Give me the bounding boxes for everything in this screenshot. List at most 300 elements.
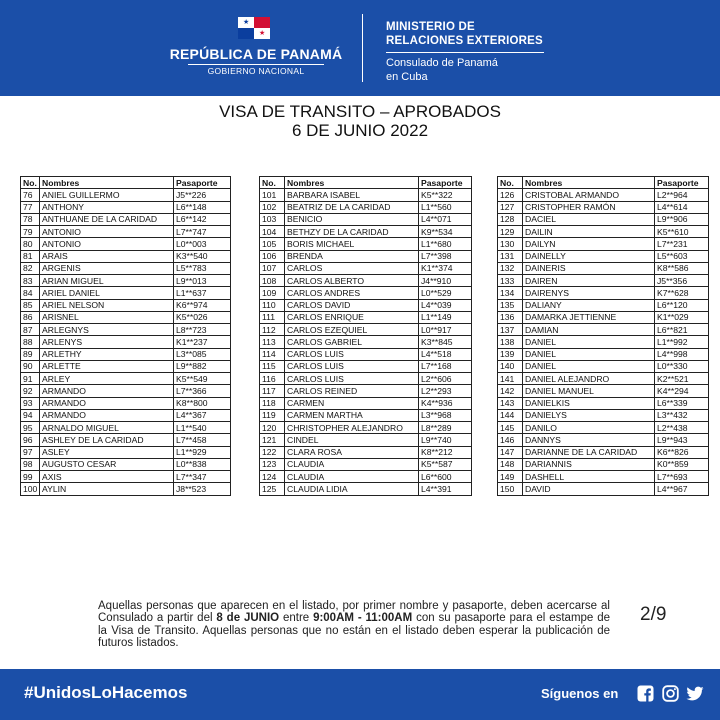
cell-passport: K6**826 [655,446,709,458]
cell-name: DAMIAN [523,324,655,336]
table-row [21,458,231,470]
table-row [21,422,231,434]
cell-no: 126 [498,189,523,201]
cell-no: 89 [21,348,40,360]
header-names: Nombres [40,177,174,189]
table-row [498,226,709,238]
cell-no: 145 [498,422,523,434]
cell-passport: L9**943 [655,434,709,446]
cell-no: 138 [498,336,523,348]
cell-passport: L7**747 [174,226,231,238]
cell-passport: K4**294 [655,385,709,397]
cell-passport: K3**845 [419,336,472,348]
table-row [260,238,472,250]
cell-no: 142 [498,385,523,397]
cell-passport: K4**936 [419,397,472,409]
cell-passport: L3**968 [419,409,472,421]
instructions-note [98,600,610,650]
cell-passport: L4**039 [419,299,472,311]
cell-name: BETHZY DE LA CARIDAD [285,226,419,238]
cell-passport: L4**967 [655,483,709,495]
table-row [21,324,231,336]
table-row [498,299,709,311]
table-row [21,336,231,348]
cell-name: CARLOS LUIS [285,373,419,385]
table-row [498,373,709,385]
table-row [260,275,472,287]
cell-passport: K0**859 [655,458,709,470]
cell-name: DAINERIS [523,262,655,274]
table-row [498,422,709,434]
table-row [498,360,709,372]
cell-name: DANIEL [523,336,655,348]
cell-passport: L4**998 [655,348,709,360]
cell-name: DANIELYS [523,409,655,421]
table-row [498,213,709,225]
cell-passport: L7**693 [655,471,709,483]
cell-name: AYLIN [40,483,174,495]
consulate-line2: en Cuba [386,71,428,83]
page-indicator: 2/9 [640,604,667,625]
cell-no: 79 [21,226,40,238]
note-text-1: Aquellas personas que aparecen en el listado, por primer nombre y pasaporte, deben acercarse al Consulado a partir del [98,600,610,625]
cell-name: ARLEGNYS [40,324,174,336]
cell-no: 100 [21,483,40,495]
cell-name: ARGENIS [40,262,174,274]
table-row [21,287,231,299]
cell-name: ARAIS [40,250,174,262]
ministry-divider [386,52,544,53]
cell-no: 94 [21,409,40,421]
cell-no: 115 [260,360,285,372]
table-row [498,250,709,262]
note-text-2: entre [279,612,314,625]
table-row [260,446,472,458]
cell-name: CRISTOPHER RAMÓN [523,201,655,213]
government-label: GOBIERNO NACIONAL [207,66,305,76]
cell-passport: J5**356 [655,275,709,287]
cell-no: 150 [498,483,523,495]
table-row [21,446,231,458]
follow-label: Síguenos en [541,686,619,701]
government-divider [188,64,324,65]
cell-name: BRENDA [285,250,419,262]
cell-passport: K1**237 [174,336,231,348]
table-row [498,458,709,470]
cell-no: 92 [21,385,40,397]
cell-no: 87 [21,324,40,336]
cell-passport: L3**085 [174,348,231,360]
table-header-row [260,177,472,189]
cell-name: CARLOS ENRIQUE [285,311,419,323]
table-row [498,287,709,299]
table-row [498,189,709,201]
cell-no: 135 [498,299,523,311]
cell-no: 93 [21,397,40,409]
cell-name: CARLOS GABRIEL [285,336,419,348]
note-text-3: con su pasaporte para el estampe de la Visa de Transito. Aquellas personas que no están en el listado deben esperar la publicación de futuros listados. [98,612,610,650]
table-row [498,446,709,458]
cell-no: 97 [21,446,40,458]
cell-name: ARIEL NELSON [40,299,174,311]
cell-no: 129 [498,226,523,238]
table-row [21,299,231,311]
cell-name: ARIAN MIGUEL [40,275,174,287]
header-no: No. [498,177,523,189]
cell-name: AUGUSTO CESAR [40,458,174,470]
instagram-icon[interactable] [662,685,679,702]
cell-name: AXIS [40,471,174,483]
table-row [498,434,709,446]
table-row [21,397,231,409]
cell-no: 119 [260,409,285,421]
cell-no: 123 [260,458,285,470]
cell-no: 146 [498,434,523,446]
cell-passport: L7**347 [174,471,231,483]
cell-name: DAILYN [523,238,655,250]
cell-name: ARLETTE [40,360,174,372]
cell-no: 85 [21,299,40,311]
table-row [21,483,231,495]
table-row [260,201,472,213]
cell-name: ANTHONY [40,201,174,213]
cell-name: DAIREN [523,275,655,287]
cell-name: CLARA ROSA [285,446,419,458]
table-row [260,360,472,372]
cell-passport: K8**586 [655,262,709,274]
table-row [260,336,472,348]
cell-passport: L4**391 [419,483,472,495]
cell-no: 98 [21,458,40,470]
cell-passport: L7**458 [174,434,231,446]
cell-passport: K2**521 [655,373,709,385]
cell-passport: L6**821 [655,324,709,336]
cell-name: CLAUDIA [285,458,419,470]
table-row [498,324,709,336]
cell-passport: K6**974 [174,299,231,311]
cell-no: 121 [260,434,285,446]
cell-name: CARLOS DAVID [285,299,419,311]
table-header-row [498,177,709,189]
cell-passport: L1**560 [419,201,472,213]
table-row [21,275,231,287]
cell-name: CLAUDIA LIDIA [285,483,419,495]
cell-passport: K1**029 [655,311,709,323]
cell-no: 81 [21,250,40,262]
table-row [260,189,472,201]
cell-name: DALIANY [523,299,655,311]
table-row [21,385,231,397]
cell-no: 101 [260,189,285,201]
cell-passport: L2**293 [419,385,472,397]
cell-no: 149 [498,471,523,483]
table-row [260,262,472,274]
cell-passport: J4**910 [419,275,472,287]
cell-name: DANIEL ALEJANDRO [523,373,655,385]
table-row [260,226,472,238]
cell-name: ARMANDO [40,385,174,397]
cell-no: 96 [21,434,40,446]
cell-name: ARIEL DANIEL [40,287,174,299]
table-row [260,471,472,483]
cell-no: 114 [260,348,285,360]
table-row [21,201,231,213]
cell-passport: L9**906 [655,213,709,225]
cell-no: 144 [498,409,523,421]
cell-no: 105 [260,238,285,250]
cell-no: 134 [498,287,523,299]
cell-no: 122 [260,446,285,458]
cell-passport: L4**614 [655,201,709,213]
cell-no: 76 [21,189,40,201]
document-date: 6 DE JUNIO 2022 [291,121,429,140]
cell-passport: L8**723 [174,324,231,336]
table-row [21,311,231,323]
cell-passport: K1**374 [419,262,472,274]
cell-no: 106 [260,250,285,262]
cell-passport: L7**366 [174,385,231,397]
cell-passport: L9**013 [174,275,231,287]
cell-name: CARMEN [285,397,419,409]
cell-passport: L1**540 [174,422,231,434]
cell-name: ARISNEL [40,311,174,323]
ministry-line1: MINISTERIO DE [386,21,475,33]
cell-name: CRISTOBAL ARMANDO [523,189,655,201]
table-row [498,262,709,274]
cell-passport: K5**549 [174,373,231,385]
table-row [21,189,231,201]
cell-no: 141 [498,373,523,385]
cell-passport: L0**917 [419,324,472,336]
cell-name: CARMEN MARTHA [285,409,419,421]
cell-passport: J8**523 [174,483,231,495]
table-row [21,250,231,262]
cell-name: DARIANNIS [523,458,655,470]
cell-name: DAMARKA JETTIENNE [523,311,655,323]
cell-name: BORIS MICHAEL [285,238,419,250]
approved-list-table-3 [497,176,709,496]
table-row [21,262,231,274]
cell-passport: L6**600 [419,471,472,483]
consulate-line1: Consulado de Panamá [386,57,498,69]
cell-name: DASHELL [523,471,655,483]
cell-no: 136 [498,311,523,323]
table-row [260,213,472,225]
cell-no: 130 [498,238,523,250]
cell-no: 95 [21,422,40,434]
cell-passport: K5**587 [419,458,472,470]
header-passport: Pasaporte [655,177,709,189]
cell-no: 103 [260,213,285,225]
cell-passport: L0**003 [174,238,231,250]
cell-no: 133 [498,275,523,287]
table-row [260,250,472,262]
cell-name: ARLETHY [40,348,174,360]
cell-passport: K3**540 [174,250,231,262]
cell-passport: L1**637 [174,287,231,299]
cell-name: CARLOS ANDRES [285,287,419,299]
table-row [260,458,472,470]
table-row [498,238,709,250]
cell-passport: L5**783 [174,262,231,274]
document-title: VISA DE TRANSITO – APROBADOS [219,102,501,121]
cell-passport: L0**330 [655,360,709,372]
cell-passport: L7**168 [419,360,472,372]
cell-passport: L1**929 [174,446,231,458]
cell-passport: L4**071 [419,213,472,225]
cell-passport: L6**120 [655,299,709,311]
cell-passport: L7**231 [655,238,709,250]
cell-name: DANILO [523,422,655,434]
cell-no: 127 [498,201,523,213]
header-banner [0,0,720,96]
cell-name: DANIEL [523,360,655,372]
cell-no: 80 [21,238,40,250]
cell-passport: L9**740 [419,434,472,446]
cell-passport: K5**610 [655,226,709,238]
cell-no: 116 [260,373,285,385]
cell-passport: L4**367 [174,409,231,421]
cell-passport: L6**148 [174,201,231,213]
cell-no: 110 [260,299,285,311]
cell-passport: L1**149 [419,311,472,323]
cell-no: 131 [498,250,523,262]
table-row [498,201,709,213]
table-row [498,409,709,421]
cell-passport: L6**142 [174,213,231,225]
cell-passport: K8**212 [419,446,472,458]
cell-name: DAIRENYS [523,287,655,299]
header-passport: Pasaporte [174,177,231,189]
cell-passport: K9**534 [419,226,472,238]
cell-name: CLAUDIA [285,471,419,483]
table-row [260,311,472,323]
cell-passport: K7**628 [655,287,709,299]
table-row [21,360,231,372]
table-row [260,385,472,397]
table-row [498,348,709,360]
table-row [498,385,709,397]
table-row [260,348,472,360]
table-header-row [21,177,231,189]
cell-no: 139 [498,348,523,360]
cell-passport: L4**518 [419,348,472,360]
cell-no: 137 [498,324,523,336]
table-row [498,471,709,483]
table-row [498,336,709,348]
cell-no: 83 [21,275,40,287]
table-row [260,287,472,299]
header-names: Nombres [523,177,655,189]
table-row [21,226,231,238]
cell-no: 91 [21,373,40,385]
table-row [21,238,231,250]
cell-no: 86 [21,311,40,323]
cell-no: 104 [260,226,285,238]
cell-passport: K5**026 [174,311,231,323]
cell-name: CARLOS EZEQUIEL [285,324,419,336]
header-divider [362,14,363,82]
cell-name: DAINELLY [523,250,655,262]
cell-no: 117 [260,385,285,397]
cell-name: DAILIN [523,226,655,238]
cell-name: CARLOS REINED [285,385,419,397]
cell-no: 143 [498,397,523,409]
cell-passport: L2**438 [655,422,709,434]
cell-no: 102 [260,201,285,213]
cell-passport: K5**322 [419,189,472,201]
cell-name: ARMANDO [40,409,174,421]
cell-no: 84 [21,287,40,299]
cell-name: CARLOS LUIS [285,360,419,372]
cell-no: 82 [21,262,40,274]
cell-no: 99 [21,471,40,483]
cell-name: DACIEL [523,213,655,225]
table-row [260,324,472,336]
cell-no: 132 [498,262,523,274]
cell-name: CARLOS [285,262,419,274]
cell-no: 118 [260,397,285,409]
cell-no: 124 [260,471,285,483]
hashtag: #UnidosLoHacemos [24,683,188,702]
cell-passport: L7**398 [419,250,472,262]
cell-passport: L2**964 [655,189,709,201]
cell-no: 140 [498,360,523,372]
table-row [21,373,231,385]
twitter-icon[interactable] [686,685,704,702]
panama-flag-icon: ★ ★ [238,17,270,39]
cell-no: 147 [498,446,523,458]
table-row [21,213,231,225]
cell-name: ASLEY [40,446,174,458]
header-no: No. [260,177,285,189]
cell-name: CARLOS ALBERTO [285,275,419,287]
cell-passport: L8**289 [419,422,472,434]
cell-name: BARBARA ISABEL [285,189,419,201]
table-row [498,275,709,287]
cell-passport: J5**226 [174,189,231,201]
cell-name: DARIANNE DE LA CARIDAD [523,446,655,458]
cell-no: 148 [498,458,523,470]
cell-name: ANTONIO [40,226,174,238]
cell-name: ARLENYS [40,336,174,348]
cell-passport: L9**882 [174,360,231,372]
cell-no: 90 [21,360,40,372]
cell-no: 108 [260,275,285,287]
table-row [21,348,231,360]
cell-passport: K8**800 [174,397,231,409]
table-row [260,422,472,434]
approved-list-table-1 [20,176,231,496]
cell-no: 111 [260,311,285,323]
cell-name: ARMANDO [40,397,174,409]
cell-no: 109 [260,287,285,299]
table-row [498,483,709,495]
approved-list-table-2 [259,176,472,496]
cell-passport: L3**432 [655,409,709,421]
cell-passport: L1**680 [419,238,472,250]
cell-name: DANIEL [523,348,655,360]
note-date: 8 de JUNIO [216,612,280,625]
facebook-icon[interactable] [637,685,654,702]
cell-name: ANTONIO [40,238,174,250]
cell-name: ANIEL GUILLERMO [40,189,174,201]
table-row [260,483,472,495]
cell-name: BEATRIZ DE LA CARIDAD [285,201,419,213]
cell-no: 112 [260,324,285,336]
cell-name: ANTHUANE DE LA CARIDAD [40,213,174,225]
cell-no: 88 [21,336,40,348]
